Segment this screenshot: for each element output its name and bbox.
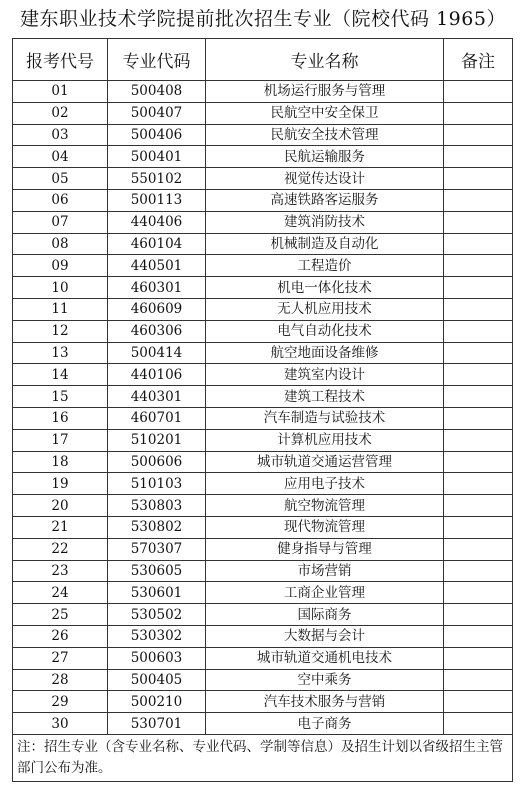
cell-major-name: 大数据与会计 (206, 625, 444, 647)
cell-major-code: 500414 (108, 342, 206, 364)
cell-application-code: 06 (13, 189, 108, 211)
cell-major-code: 500210 (108, 691, 206, 713)
cell-major-code: 440106 (108, 364, 206, 386)
cell-note (444, 255, 513, 277)
table-header-row (13, 39, 513, 81)
cell-application-code: 26 (13, 625, 108, 647)
cell-note (444, 386, 513, 408)
cell-major-name: 工商企业管理 (206, 582, 444, 604)
cell-note (444, 604, 513, 626)
table-row (13, 124, 513, 146)
cell-major-name: 汽车制造与试验技术 (206, 407, 444, 429)
cell-major-code: 460609 (108, 298, 206, 320)
cell-application-code: 25 (13, 604, 108, 626)
table-row (13, 277, 513, 299)
cell-major-name: 航空地面设备维修 (206, 342, 444, 364)
cell-note (444, 364, 513, 386)
cell-application-code: 05 (13, 168, 108, 190)
table-row (13, 560, 513, 582)
table-row (13, 495, 513, 517)
cell-major-code: 530605 (108, 560, 206, 582)
cell-application-code: 07 (13, 211, 108, 233)
cell-note (444, 538, 513, 560)
cell-major-code: 440301 (108, 386, 206, 408)
cell-application-code: 18 (13, 451, 108, 473)
cell-major-code: 530502 (108, 604, 206, 626)
cell-major-code: 500603 (108, 647, 206, 669)
cell-major-name: 电子商务 (206, 713, 444, 735)
cell-major-code: 510103 (108, 473, 206, 495)
cell-note (444, 473, 513, 495)
cell-major-code: 440406 (108, 211, 206, 233)
cell-application-code: 29 (13, 691, 108, 713)
cell-note (444, 407, 513, 429)
cell-note (444, 168, 513, 190)
footnote: 注：招生专业（含专业名称、专业代码、学制等信息）及招生计划以省级招生主管部门公布为准。 (13, 734, 513, 781)
cell-major-name: 民航安全技术管理 (206, 124, 444, 146)
cell-application-code: 10 (13, 277, 108, 299)
cell-major-code: 460301 (108, 277, 206, 299)
cell-note (444, 298, 513, 320)
cell-major-code: 460104 (108, 233, 206, 255)
cell-application-code: 27 (13, 647, 108, 669)
table-row (13, 102, 513, 124)
cell-application-code: 08 (13, 233, 108, 255)
cell-application-code: 22 (13, 538, 108, 560)
cell-major-name: 城市轨道交通机电技术 (206, 647, 444, 669)
footnote-row (13, 734, 513, 781)
cell-major-code: 530701 (108, 713, 206, 735)
table-row (13, 451, 513, 473)
cell-note (444, 342, 513, 364)
cell-application-code: 13 (13, 342, 108, 364)
cell-application-code: 09 (13, 255, 108, 277)
cell-application-code: 02 (13, 102, 108, 124)
table-row (13, 320, 513, 342)
table-row (13, 189, 513, 211)
cell-major-code: 530802 (108, 516, 206, 538)
table-row (13, 625, 513, 647)
table-row (13, 342, 513, 364)
cell-note (444, 516, 513, 538)
cell-major-name: 健身指导与管理 (206, 538, 444, 560)
table-row (13, 713, 513, 735)
cell-application-code: 12 (13, 320, 108, 342)
table-row (13, 168, 513, 190)
cell-application-code: 17 (13, 429, 108, 451)
cell-application-code: 15 (13, 386, 108, 408)
cell-major-name: 电气自动化技术 (206, 320, 444, 342)
cell-major-name: 汽车技术服务与营销 (206, 691, 444, 713)
table-row (13, 691, 513, 713)
cell-major-name: 高速铁路客运服务 (206, 189, 444, 211)
cell-major-name: 建筑消防技术 (206, 211, 444, 233)
cell-major-code: 500407 (108, 102, 206, 124)
cell-note (444, 233, 513, 255)
cell-major-name: 无人机应用技术 (206, 298, 444, 320)
cell-note (444, 669, 513, 691)
cell-note (444, 102, 513, 124)
cell-major-code: 500401 (108, 146, 206, 168)
cell-major-name: 空中乘务 (206, 669, 444, 691)
table-row (13, 81, 513, 103)
cell-note (444, 429, 513, 451)
cell-major-code: 510201 (108, 429, 206, 451)
cell-note (444, 560, 513, 582)
table-row (13, 386, 513, 408)
cell-major-name: 工程造价 (206, 255, 444, 277)
cell-application-code: 28 (13, 669, 108, 691)
cell-note (444, 625, 513, 647)
cell-note (444, 320, 513, 342)
majors-table (12, 38, 513, 782)
cell-note (444, 124, 513, 146)
cell-major-name: 国际商务 (206, 604, 444, 626)
table-row (13, 255, 513, 277)
cell-note (444, 451, 513, 473)
cell-application-code: 11 (13, 298, 108, 320)
cell-application-code: 19 (13, 473, 108, 495)
cell-major-code: 440501 (108, 255, 206, 277)
cell-major-code: 500406 (108, 124, 206, 146)
cell-application-code: 04 (13, 146, 108, 168)
table-body (13, 81, 513, 735)
table-row (13, 146, 513, 168)
table-row (13, 604, 513, 626)
cell-note (444, 713, 513, 735)
cell-major-code: 570307 (108, 538, 206, 560)
cell-major-code: 460306 (108, 320, 206, 342)
cell-major-name: 民航运输服务 (206, 146, 444, 168)
cell-note (444, 691, 513, 713)
table-row (13, 516, 513, 538)
cell-note (444, 647, 513, 669)
cell-note (444, 81, 513, 103)
cell-note (444, 495, 513, 517)
cell-major-code: 500405 (108, 669, 206, 691)
cell-major-name: 建筑室内设计 (206, 364, 444, 386)
cell-application-code: 14 (13, 364, 108, 386)
column-header-major-code: 专业代码 (108, 39, 206, 81)
cell-major-code: 500606 (108, 451, 206, 473)
page-title: 建东职业技术学院提前批次招生专业（院校代码 1965） (20, 8, 506, 30)
column-header-code: 报考代号 (13, 39, 108, 81)
cell-major-code: 550102 (108, 168, 206, 190)
cell-note (444, 277, 513, 299)
cell-major-name: 民航空中安全保卫 (206, 102, 444, 124)
cell-major-name: 机电一体化技术 (206, 277, 444, 299)
table-row (13, 233, 513, 255)
cell-application-code: 30 (13, 713, 108, 735)
cell-application-code: 01 (13, 81, 108, 103)
cell-major-code: 500113 (108, 189, 206, 211)
cell-major-code: 530803 (108, 495, 206, 517)
cell-note (444, 146, 513, 168)
table-row (13, 364, 513, 386)
table-row (13, 211, 513, 233)
cell-major-name: 机场运行服务与管理 (206, 81, 444, 103)
column-header-major-name: 专业名称 (206, 39, 444, 81)
cell-major-name: 计算机应用技术 (206, 429, 444, 451)
table-row (13, 298, 513, 320)
cell-major-name: 市场营销 (206, 560, 444, 582)
cell-application-code: 20 (13, 495, 108, 517)
cell-major-code: 500408 (108, 81, 206, 103)
cell-major-code: 530601 (108, 582, 206, 604)
cell-application-code: 21 (13, 516, 108, 538)
cell-major-name: 机械制造及自动化 (206, 233, 444, 255)
table-row (13, 407, 513, 429)
cell-major-name: 现代物流管理 (206, 516, 444, 538)
cell-note (444, 189, 513, 211)
cell-major-name: 视觉传达设计 (206, 168, 444, 190)
cell-major-name: 建筑工程技术 (206, 386, 444, 408)
table-row (13, 647, 513, 669)
cell-note (444, 582, 513, 604)
table-row (13, 582, 513, 604)
cell-application-code: 23 (13, 560, 108, 582)
cell-major-code: 530302 (108, 625, 206, 647)
cell-major-name: 航空物流管理 (206, 495, 444, 517)
cell-major-code: 460701 (108, 407, 206, 429)
column-header-note: 备注 (444, 39, 513, 81)
table-row (13, 473, 513, 495)
cell-application-code: 03 (13, 124, 108, 146)
table-row (13, 538, 513, 560)
cell-application-code: 16 (13, 407, 108, 429)
cell-application-code: 24 (13, 582, 108, 604)
table-row (13, 669, 513, 691)
table-row (13, 429, 513, 451)
cell-note (444, 211, 513, 233)
cell-major-name: 应用电子技术 (206, 473, 444, 495)
cell-major-name: 城市轨道交通运营管理 (206, 451, 444, 473)
